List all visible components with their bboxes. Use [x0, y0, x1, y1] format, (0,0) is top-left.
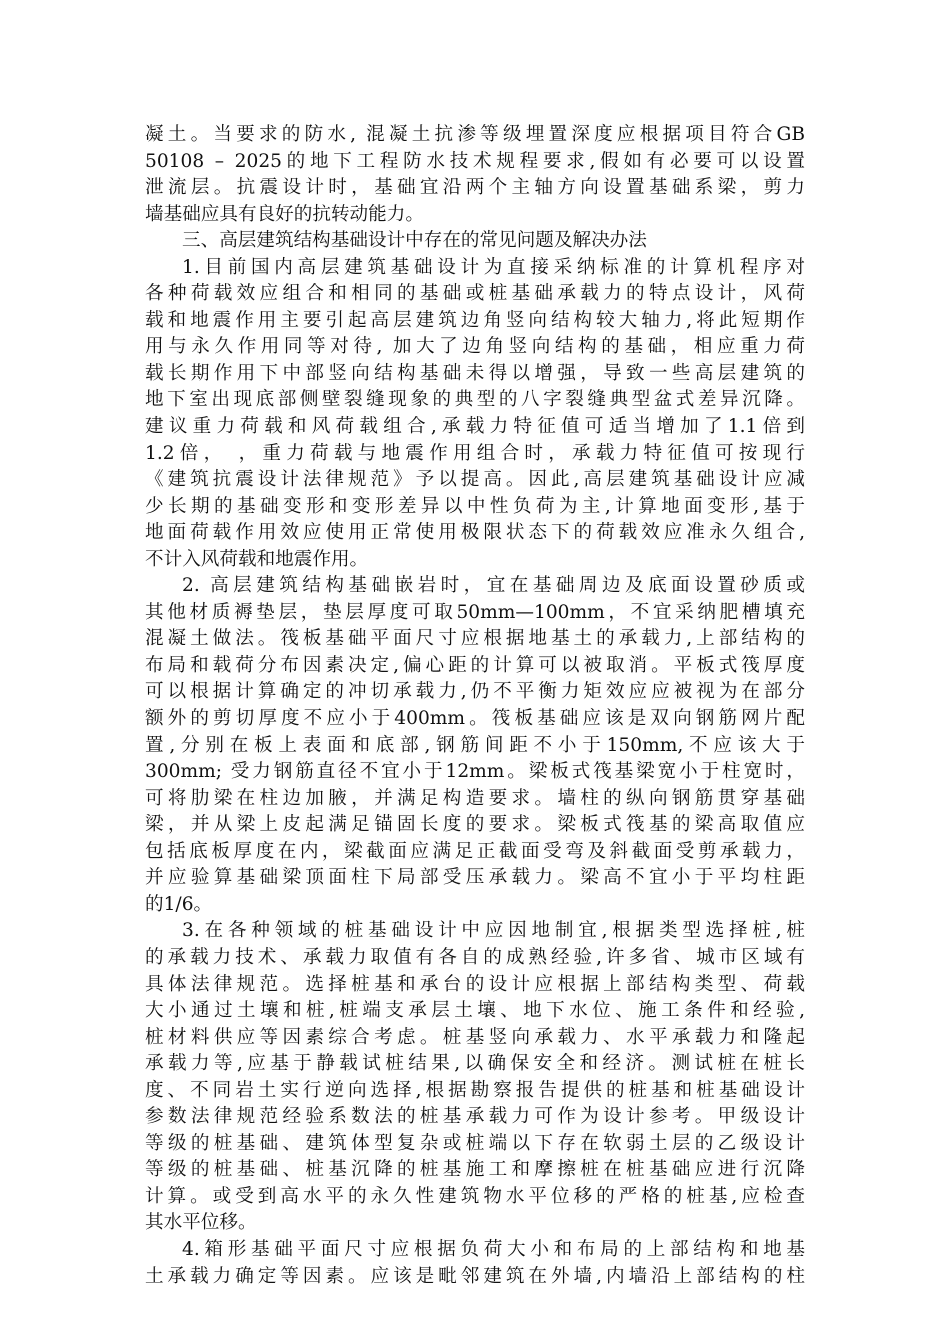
text-line: 的1/6。	[145, 893, 213, 915]
text-line: 度、不同岩土实行逆向选择,根据勘察报告提供的桩基和桩基础设计	[145, 1079, 805, 1101]
text-line: 50108 – 2025的地下工程防水技术规程要求,假如有必要可以设置	[145, 150, 805, 172]
text-line: 少长期的基础变形和变形差异以中性负荷为主,计算地面变形,基于	[145, 495, 805, 517]
text-line: 土承载力确定等因素。应该是毗邻建筑在外墙,内墙沿上部结构的柱	[145, 1265, 805, 1287]
text-line: 1.2倍， ，重力荷载与地震作用组合时，承载力特征值可按现行	[145, 442, 805, 464]
text-line: 地面荷载作用效应使用正常使用极限状态下的荷载效应准永久组合,	[145, 522, 805, 544]
text-line: 建议重力荷载和风荷载组合,承载力特征值可适当增加了1.1倍到	[145, 416, 805, 438]
text-line: 额外的剪切厚度不应小于400mm。筏板基础应该是双向钢筋网片配	[145, 708, 805, 730]
text-line: 其水平位移。	[145, 1212, 257, 1234]
text-line: 可将肋梁在柱边加腋，并满足构造要求。墙柱的纵向钢筋贯穿基础	[145, 787, 805, 809]
text-line: 的承载力技术、承载力取值有各自的成熟经验,许多省、城市区域有	[145, 946, 805, 968]
text-line: 具体法律规范。选择桩基和承台的设计应根据上部结构类型、荷载	[145, 973, 805, 995]
text-line: 等级的桩基础、建筑体型复杂或桩端以下存在软弱土层的乙级设计	[145, 1132, 805, 1154]
text-line: 凝土。当要求的防水, 混凝土抗渗等级埋置深度应根据项目符合GB	[145, 124, 805, 145]
text-line: 置,分别在板上表面和底部,钢筋间距不小于150mm,不应该大于	[145, 734, 805, 756]
text-line: 承载力等,应基于静载试桩结果,以确保安全和经济。测试桩在桩长	[145, 1053, 805, 1075]
text-line: 可以根据计算确定的冲切承载力,仍不平衡力矩效应应被视为在部分	[145, 681, 805, 703]
text-line: 1.目前国内高层建筑基础设计为直接采纳标准的计算机程序对	[182, 256, 805, 278]
text-line: 三、高层建筑结构基础设计中存在的常见问题及解决办法	[182, 230, 647, 252]
text-line: 其他材质褥垫层，垫层厚度可取50mm—100mm，不宜采纳肥槽填充	[145, 601, 805, 623]
text-line: 泄流层。抗震设计时，基础宜沿两个主轴方向设置基础系梁，剪力	[145, 177, 805, 199]
text-line: 参数法律规范经验系数法的桩基承载力可作为设计参考。甲级设计	[145, 1106, 805, 1128]
text-line: 等级的桩基础、桩基沉降的桩基施工和摩擦桩在桩基础应进行沉降	[145, 1159, 805, 1181]
text-line: 不计入风荷载和地震作用。	[145, 548, 369, 570]
text-line: 300mm; 受力钢筋直径不宜小于12mm。梁板式筏基梁宽小于柱宽时，	[145, 761, 805, 783]
text-line: 用与永久作用同等对待, 加大了边角竖向结构的基础，相应重力荷	[145, 336, 805, 358]
text-line: 2. 高层建筑结构基础嵌岩时，宜在基础周边及底面设置砂质或	[182, 575, 805, 597]
text-line: 包括底板厚度在内，梁截面应满足正截面受弯及斜截面受剪承载力，	[145, 840, 805, 862]
text-line: 大小通过土壤和桩,桩端支承层土壤、地下水位、施工条件和经验,	[145, 1000, 805, 1022]
text-line: 地下室出现底部侧壁裂缝现象的典型的八字裂缝典型盆式差异沉降。	[145, 389, 805, 411]
text-line: 梁，并从梁上皮起满足锚固长度的要求。梁板式筏基的梁高取值应	[145, 814, 805, 836]
text-line: 3.在各种领域的桩基础设计中应因地制宜,根据类型选择桩,桩	[182, 920, 805, 942]
text-line: 混凝土做法。筏板基础平面尺寸应根据地基土的承载力,上部结构的	[145, 628, 805, 650]
text-line: 4.箱形基础平面尺寸应根据负荷大小和布局的上部结构和地基	[182, 1238, 805, 1260]
text-line: 各种荷载效应组合和相同的基础或桩基础承载力的特点设计，风荷	[145, 283, 805, 305]
text-line: 载和地震作用主要引起高层建筑边角竖向结构较大轴力,将此短期作	[145, 309, 805, 331]
document-body-text	[145, 122, 805, 1290]
text-line: 并应验算基础梁顶面柱下局部受压承载力。梁高不宜小于平均柱距	[145, 867, 805, 889]
text-line: 《建筑抗震设计法律规范》予以提高。因此,高层建筑基础设计应减	[145, 469, 805, 491]
text-line: 计算。或受到高水平的永久性建筑物水平位移的严格的桩基,应检查	[145, 1185, 805, 1207]
text-line: 桩材料供应等因素综合考虑。桩基竖向承载力、水平承载力和隆起	[145, 1026, 805, 1048]
text-line: 布局和载荷分布因素决定,偏心距的计算可以被取消。平板式筏厚度	[145, 654, 805, 676]
text-line: 载长期作用下中部竖向结构基础未得以增强，导致一些高层建筑的	[145, 362, 805, 384]
text-line: 墙基础应具有良好的抗转动能力。	[145, 203, 424, 225]
